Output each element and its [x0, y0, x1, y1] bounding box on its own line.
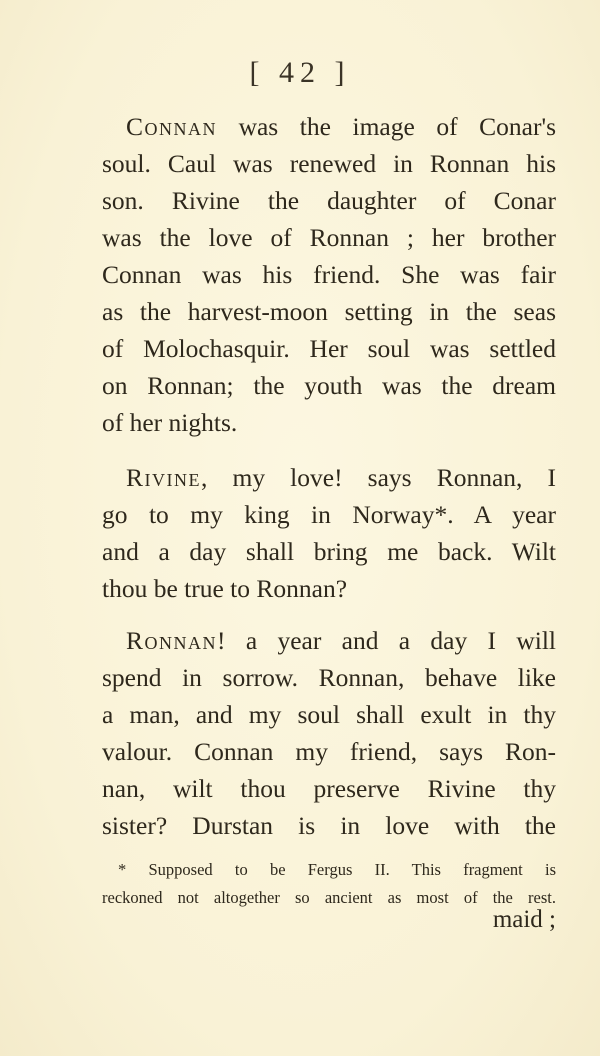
text-line: thou be true to Ronnan?	[102, 574, 348, 603]
paragraph-3	[102, 622, 556, 844]
text-line: soul. Caul was renewed in Ronnan his	[102, 149, 556, 178]
text-line: a man, and my soul shall exult in thy	[102, 700, 556, 729]
text-line: valour. Connan my friend, says Ron-	[102, 737, 556, 766]
text-line	[102, 622, 556, 659]
text-line	[102, 108, 556, 145]
text-line: spend in sorrow. Ronnan, behave like	[102, 663, 556, 692]
paragraph-2	[102, 459, 556, 607]
text-line: on Ronnan; the youth was the dream	[102, 371, 556, 400]
text-line: son. Rivine the daughter of Conar	[102, 186, 556, 215]
text-line: go to my king in Norway*. A year	[102, 500, 556, 529]
text-line-rest: was the image of Conar's	[217, 112, 556, 141]
text-line: as the harvest-moon setting in the seas	[102, 297, 556, 326]
footnote-line: * Supposed to be Fergus II. This fragment is	[118, 860, 556, 879]
text-line: Connan was his friend. She was fair	[102, 260, 556, 289]
small-caps-name: Connan	[126, 112, 218, 141]
page-number: [ 42 ]	[249, 56, 351, 89]
small-caps-name: Rivine	[126, 463, 201, 492]
text-line-rest: , my love! says Ronnan, I	[201, 463, 556, 492]
text-line: of her nights.	[102, 408, 238, 437]
text-line: of Molochasquir. Her soul was settled	[102, 334, 556, 363]
text-line	[102, 459, 556, 496]
text-line: and a day shall bring me back. Wilt	[102, 537, 556, 566]
text-line: nan, wilt thou preserve Rivine thy	[102, 774, 556, 803]
text-line: sister? Durstan is in love with the	[102, 811, 556, 840]
catchword: maid ;	[492, 906, 556, 933]
text-line-rest: ! a year and a day I will	[217, 626, 556, 655]
footnote-line: reckoned not altogether so ancient as most of the rest.	[102, 888, 556, 907]
small-caps-name: Ronnan	[126, 626, 218, 655]
paragraph-1	[102, 108, 556, 441]
text-line: was the love of Ronnan ; her brother	[102, 223, 556, 252]
footnote	[102, 856, 556, 912]
